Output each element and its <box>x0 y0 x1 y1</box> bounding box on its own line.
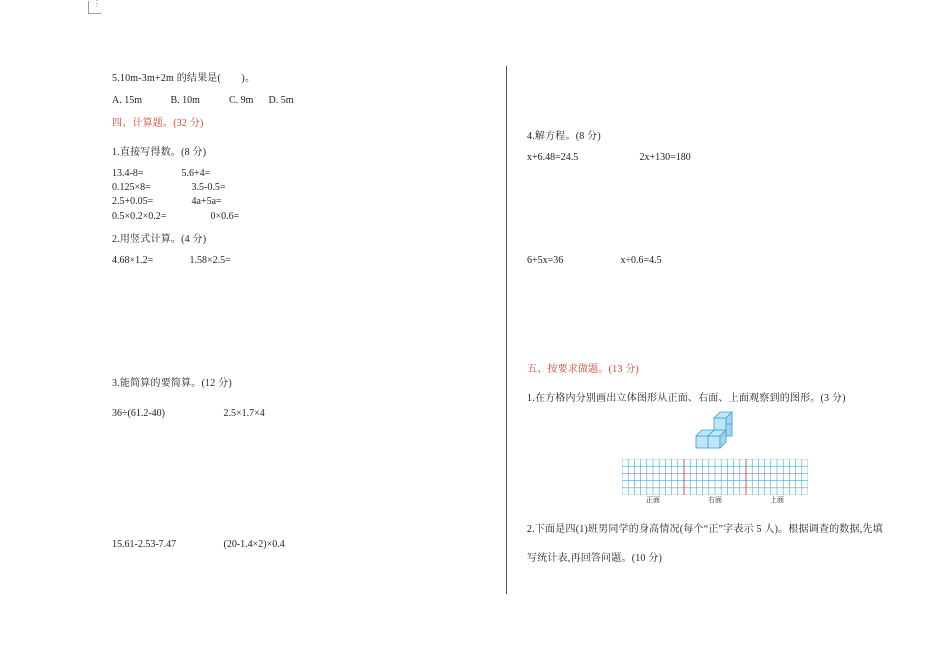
q2-item: 1.58×2.5= <box>189 255 231 266</box>
q2-items <box>112 255 231 267</box>
q3-item: 36÷(61.2-40) <box>112 408 165 419</box>
q1-item: 0×0.6= <box>210 211 240 222</box>
q3-item: 15.61-2.53-7.47 <box>112 539 177 550</box>
grid-label-right: 右面 <box>708 496 722 504</box>
page-corner-marker <box>88 1 101 14</box>
q3-item: 2.5×1.7×4 <box>223 408 265 419</box>
q3-row <box>112 539 285 551</box>
q1-title: 1.直接写得数。(8 分) <box>112 147 207 158</box>
grid-label-front: 正面 <box>646 496 660 504</box>
q4-title: 4.解方程。(8 分) <box>527 131 601 142</box>
q2-item: 4.68×1.2= <box>112 255 154 266</box>
q1-row <box>112 168 210 180</box>
option-d: D. 5m <box>268 95 294 106</box>
q1-item: 0.5×0.2×0.2= <box>112 211 167 222</box>
s5-q2-line1: 2.下面是四(1)班男同学的身高情况(每个“正”字表示 5 人)。根据调查的数据,先填 <box>527 524 883 535</box>
more-icon: ⋮ <box>93 0 101 8</box>
option-a: A. 15m <box>112 95 142 106</box>
drawing-grid <box>622 459 808 495</box>
q4-item: x+6.48=24.5 <box>527 152 579 163</box>
q4-row <box>527 255 662 267</box>
q4-row <box>527 152 691 164</box>
column-divider <box>506 66 507 594</box>
q5-stem: 5.10m-3m+2m 的结果是( )。 <box>112 73 256 84</box>
q4-item: x÷0.6=4.5 <box>620 255 662 266</box>
option-b: B. 10m <box>170 95 200 106</box>
option-c: C. 9m <box>229 95 254 106</box>
section4-title: 四、计算题。(32 分) <box>112 118 204 129</box>
q1-item: 3.5-0.5= <box>191 182 226 193</box>
q1-item: 2.5+0.05= <box>112 196 154 207</box>
q1-row <box>112 182 225 194</box>
q2-title: 2.用竖式计算。(4 分) <box>112 234 207 245</box>
q1-item: 5.6+4= <box>181 168 211 179</box>
section5-title: 五、按要求做题。(13 分) <box>527 364 639 375</box>
q1-row <box>112 196 222 208</box>
q3-row <box>112 408 265 420</box>
q1-item: 13.4-8= <box>112 168 144 179</box>
grid-label-top: 上面 <box>770 496 784 504</box>
cube-figure <box>690 408 740 452</box>
q3-title: 3.能简算的要简算。(12 分) <box>112 378 232 389</box>
q1-item: 4a+5a= <box>191 196 222 207</box>
q1-item: 0.125×8= <box>112 182 151 193</box>
q4-item: 2x+130=180 <box>639 152 691 163</box>
s5-q1-title: 1.在方格内分别画出立体图形从正面、右面、上面观察到的图形。(3 分) <box>527 393 846 404</box>
q1-row <box>112 211 239 223</box>
s5-q2-line2: 写统计表,再回答问题。(10 分) <box>527 553 663 564</box>
q3-item: (20-1.4×2)×0.4 <box>223 539 285 550</box>
q5-options <box>112 95 294 107</box>
q4-item: 6+5x=36 <box>527 255 564 266</box>
